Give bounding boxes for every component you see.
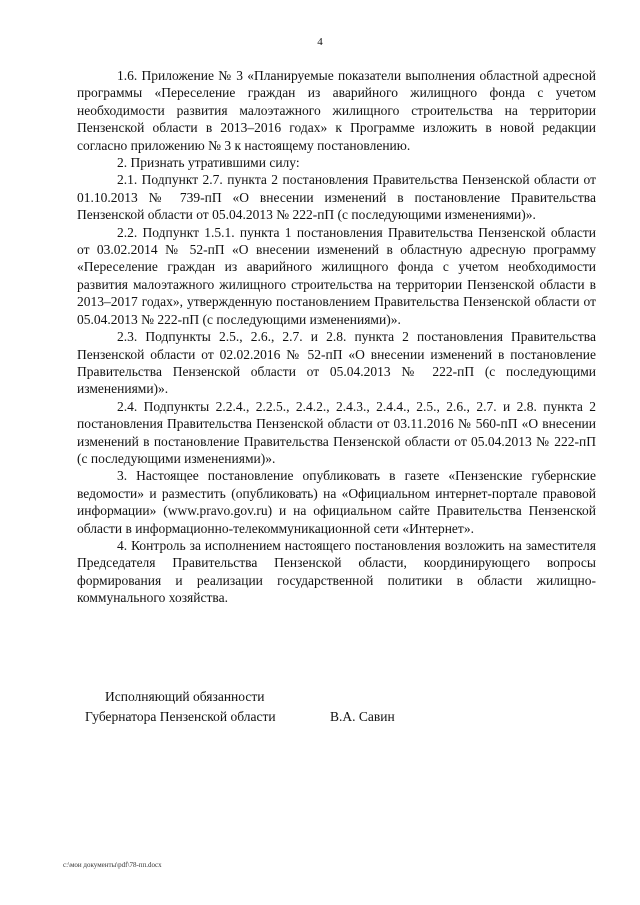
paragraph-2-2: 2.2. Подпункт 1.5.1. пункта 1 постановления Правительства Пензенской области от 03.02.2014 № 52-пП «О внесении изменений в областную адресную программу «Переселение граждан из аварийного жилищного фонда с учетом необходимости развития малоэтажного жилищного строительства на территории Пензенской области в 2013–2017 годах», утвержденную постановлением Правительства Пензенской области от 05.04.2013 № 222-пП (с последующими изменениями)». <box>77 224 596 327</box>
signature-title-line1: Исполняющий обязанности <box>105 689 265 704</box>
paragraph-1-6: 1.6. Приложение № 3 «Планируемые показатели выполнения областной адресной программы «Переселение граждан из аварийного жилищного фонда с учетом необходимости развития малоэтажного жилищного строительства на территории Пензенской области в 2013–2016 годах» к Программе изложить в новой редакции согласно приложению № 3 к настоящему постановлению. <box>77 68 596 153</box>
paragraph-3: 3. Настоящее постановление опубликовать в газете «Пензенские губернские ведомости» и разместить (опубликовать) на «Официальном интернет-портале правовой информации» (www.pravo.gov.ru) и на официальном сайте Правительства Пензенской области в информационно-телекоммуникационной сети «Интернет». <box>77 468 596 536</box>
footer-file-path: c:\мои документы\pdf\78-пп.docx <box>63 861 162 869</box>
paragraph-2: 2. Признать утратившими силу: <box>117 155 300 171</box>
signature-title-line2: Губернатора Пензенской области <box>85 709 276 724</box>
paragraph-4: 4. Контроль за исполнением настоящего постановления возложить на заместителя Председателя Правительства Пензенской области, координирующего вопросы формирования и реализации государственной политики в области жилищно-коммунального хозяйства. <box>77 537 596 606</box>
paragraph-2-1: 2.1. Подпункт 2.7. пункта 2 постановления Правительства Пензенской области от 01.10.2013 № 739-пП «О внесении изменений в постановление Правительства Пензенской области от 05.04.2013 № 222-пП (с последующими изменениями)». <box>77 172 596 223</box>
signatory-name: В.А. Савин <box>330 709 395 724</box>
document-body <box>77 67 596 607</box>
paragraph-2-4: 2.4. Подпункты 2.2.4., 2.2.5., 2.4.2., 2.4.3., 2.4.4., 2.5., 2.6., 2.7. и 2.8. пункта 2 постановления Правительства Пензенской области от 03.11.2016 № 560-пП «О внесении изменений в постановление Правительства Пензенской области от 05.04.2013 № 222-пП (с последующими изменениями)». <box>77 398 596 466</box>
paragraph-2-3: 2.3. Подпункты 2.5., 2.6., 2.7. и 2.8. пункта 2 постановления Правительства Пензенской области от 02.02.2016 № 52-пП «О внесении изменений в постановление Правительства Пензенской области от 05.04.2013 № 222-пП (с последующими изменениями)». <box>77 329 596 397</box>
page-number: 4 <box>317 36 323 48</box>
